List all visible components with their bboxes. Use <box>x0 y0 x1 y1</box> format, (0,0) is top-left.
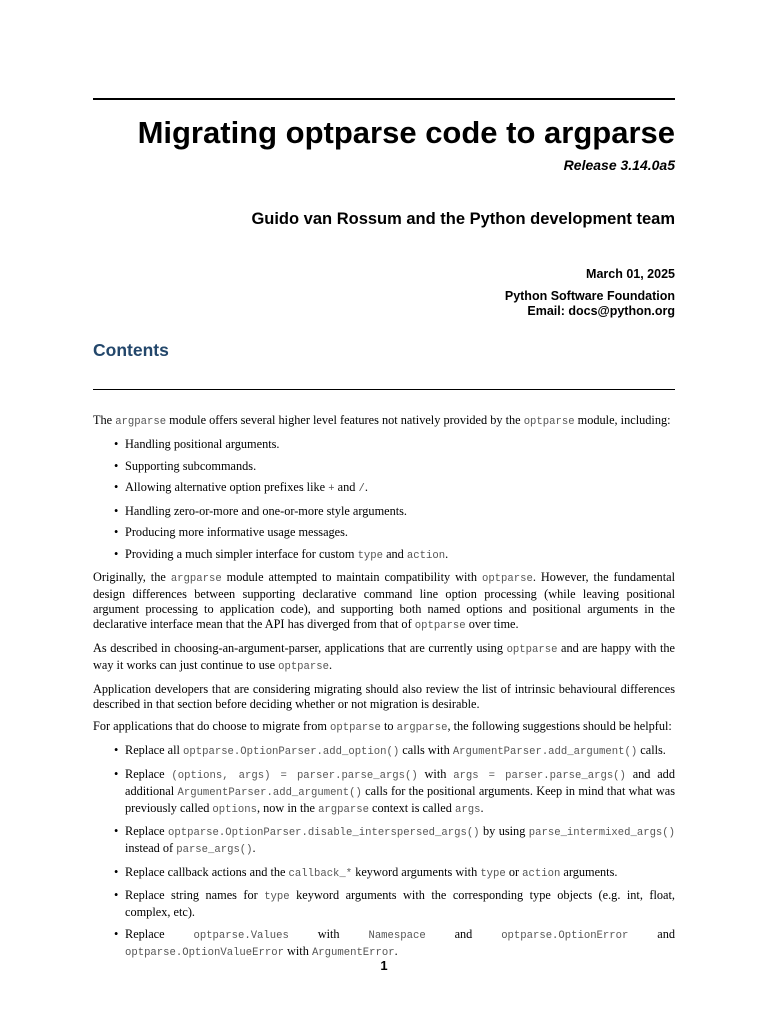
inline-code: type <box>357 549 383 562</box>
inline-code: options <box>212 803 257 816</box>
intro-paragraph: The argparse module offers several higher level features not natively provided by the optparse module, including: <box>93 413 671 428</box>
inline-code: optparse.OptionError <box>501 929 629 942</box>
list-item: • Handling positional arguments. <box>125 437 675 452</box>
inline-code: args = parser.parse_args() <box>453 769 626 782</box>
contents-rule <box>93 389 675 390</box>
inline-code: callback_* <box>288 867 353 880</box>
organization-name: Python Software Foundation <box>504 289 675 303</box>
list-item: • Replace all optparse.OptionParser.add_option() calls with ArgumentParser.add_argument() calls. <box>125 743 675 760</box>
list-item: • Providing a much simpler interface for custom type and action. <box>125 547 675 564</box>
inline-code: ArgumentParser.add_argument() <box>177 786 362 799</box>
inline-code: Namespace <box>368 929 426 942</box>
inline-code: parse_args() <box>176 844 253 856</box>
contents-heading: Contents <box>93 340 169 360</box>
contact-email: Email: docs@python.org <box>527 304 675 318</box>
inline-code: + <box>328 483 335 495</box>
originally-paragraph: Originally, the argparse module attempted to maintain compatibility with optparse. However, the fundamental design differences between supporting declarative command line option processing (while leaving positional argument processing to application code), and supporting both named options and positional arguments in the declarative interface mean that the API has diverged from that of optparse over time. <box>93 570 675 632</box>
described-paragraph: As described in choosing-an-argument-parser, applications that are currently using optparse and are happy with the way it works can just continue to use optparse. <box>93 641 676 673</box>
inline-code: type <box>264 891 290 903</box>
list-item: • Replace optparse.OptionParser.disable_interspersed_args() by using parse_intermixed_args() instead of parse_args(). <box>125 824 675 858</box>
inline-code: optparse <box>330 722 381 734</box>
inline-code: optparse.OptionParser.disable_interspersed_args() <box>168 827 480 839</box>
authors-line: Guido van Rossum and the Python development team <box>251 210 675 228</box>
inline-code: optparse.OptionParser.add_option() <box>183 746 400 758</box>
top-rule <box>93 98 675 100</box>
inline-code: argparse <box>318 803 369 816</box>
page-number: 1 <box>380 958 388 973</box>
list-item: • Supporting subcommands. <box>125 459 675 474</box>
inline-code: argparse <box>170 573 222 585</box>
list-item: • Producing more informative usage messages. <box>125 525 675 540</box>
inline-code: action <box>406 549 446 562</box>
inline-code: ArgumentError <box>311 946 395 959</box>
inline-code: optparse <box>414 620 466 632</box>
inline-code: optparse.Values <box>193 929 289 942</box>
document-title: Migrating optparse code to argparse <box>137 115 675 150</box>
list-item: • Replace callback actions and the callback_* keyword arguments with type or action arguments. <box>125 865 675 882</box>
inline-code: optparse <box>506 644 558 656</box>
inline-code: optparse <box>523 416 575 428</box>
list-item: • Replace (options, args) = parser.parse_args() with args = parser.parse_args() and add additional ArgumentParser.add_argument() calls for the positional arguments. Keep in mind that what was previously called options, now in the argparse context is called args. <box>125 767 675 818</box>
inline-code: optparse <box>481 573 533 585</box>
list-item: • Handling zero-or-more and one-or-more style arguments. <box>125 504 675 519</box>
inline-code: argparse <box>115 416 167 428</box>
document-body <box>93 413 675 967</box>
inline-code: optparse <box>278 661 329 673</box>
developers-paragraph: Application developers that are considering migrating should also review the list of intrinsic behavioural differences described in that section before deciding whether or not migration is desirable. <box>93 682 675 711</box>
inline-code: argparse <box>396 722 448 734</box>
publish-date: March 01, 2025 <box>586 267 675 281</box>
inline-code: / <box>358 483 365 495</box>
inline-code: ArgumentParser.add_argument() <box>452 746 638 758</box>
inline-code: parse_intermixed_args() <box>528 827 675 839</box>
inline-code: args <box>455 803 481 816</box>
feature-list <box>93 437 675 564</box>
list-item: • Replace optparse.Values with Namespace and optparse.OptionError and optparse.OptionValueError with ArgumentError. <box>125 927 675 961</box>
list-item: • Allowing alternative option prefixes like + and /. <box>125 480 675 497</box>
suggestions-paragraph: For applications that do choose to migrate from optparse to argparse, the following suggestions should be helpful: <box>93 719 672 734</box>
list-item: • Replace string names for type keyword arguments with the corresponding type objects (e.g. int, float, complex, etc). <box>125 888 675 920</box>
release-label: Release 3.14.0a5 <box>563 157 675 173</box>
inline-code: optparse.OptionValueError <box>125 946 284 959</box>
suggestion-list <box>93 743 675 961</box>
inline-code: action <box>522 867 561 880</box>
inline-code: type <box>480 867 506 880</box>
inline-code: (options, args) = parser.parse_args() <box>171 769 418 782</box>
